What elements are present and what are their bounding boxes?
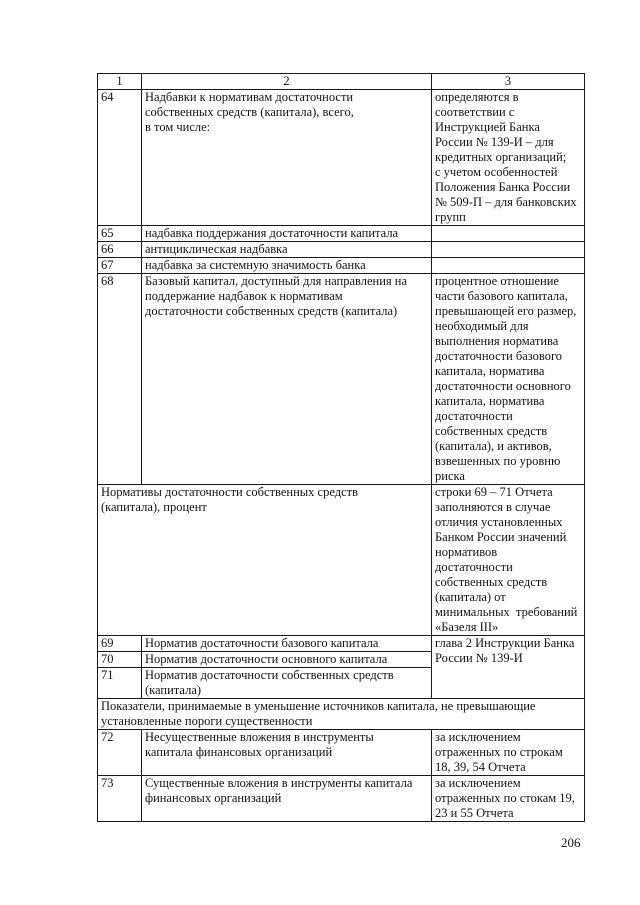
row-number: 68 [98, 274, 142, 485]
page-number: 206 [561, 835, 581, 850]
capital-indicators-table [97, 73, 585, 822]
row-indicator: Норматив достаточности основного капитала [142, 652, 432, 668]
thresholds-section-row [98, 699, 585, 730]
row-number: 65 [98, 226, 142, 242]
row-indicator: надбавка поддержания достаточности капитала [142, 226, 432, 242]
row-number: 70 [98, 652, 142, 668]
row-note: процентное отношение части базового капитала, превышающей его размер, необходимый для выполнения норматива достаточности базового капитала, норматива достаточности основного капитала, норматива достаточности собственных средств (капитала), и активов, взвешенных по уровню риска [432, 274, 585, 485]
row-number: 73 [98, 776, 142, 822]
table-row-72 [98, 730, 585, 776]
row-indicator: надбавка за системную значимость банка [142, 258, 432, 274]
row-note: за исключением отраженных по строкам 18, 39, 54 Отчета [432, 730, 585, 776]
ratios-section-title: Нормативы достаточности собственных средств (капитала), процент [98, 485, 432, 636]
row-number: 71 [98, 668, 142, 699]
row-note: за исключением отраженных по стокам 19, 23 и 55 Отчета [432, 776, 585, 822]
header-col-2: 2 [142, 74, 432, 90]
row-note-empty [432, 226, 585, 242]
row-number: 66 [98, 242, 142, 258]
header-col-3: 3 [432, 74, 585, 90]
row-indicator: Норматив достаточности собственных средств (капитала) [142, 668, 432, 699]
ratios-note: глава 2 Инструкции Банка России № 139-И [432, 636, 585, 699]
thresholds-section-title: Показатели, принимаемые в уменьшение источников капитала, не превышающие установленные пороги существенности [98, 699, 585, 730]
row-indicator: антициклическая надбавка [142, 242, 432, 258]
row-note-empty [432, 242, 585, 258]
table-header-row [98, 74, 585, 90]
row-indicator: Несущественные вложения в инструменты капитала финансовых организаций [142, 730, 432, 776]
table-row-73 [98, 776, 585, 822]
ratios-section-note: строки 69 – 71 Отчета заполняются в случае отличия установленных Банком России значений нормативов достаточности собственных средств (капитала) от минимальных требований «Базеля III» [432, 485, 585, 636]
row-indicator: Базовый капитал, доступный для направления на поддержание надбавок к нормативам достаточности собственных средств (капитала) [142, 274, 432, 485]
row-indicator: Существенные вложения в инструменты капитала финансовых организаций [142, 776, 432, 822]
row-indicator: Надбавки к нормативам достаточности собственных средств (капитала), всего, в том числе: [142, 90, 432, 226]
table-row-65 [98, 226, 585, 242]
table-row-66 [98, 242, 585, 258]
table-row-69 [98, 636, 585, 652]
row-number: 69 [98, 636, 142, 652]
header-col-1: 1 [98, 74, 142, 90]
row-number: 72 [98, 730, 142, 776]
ratios-section-row [98, 485, 585, 636]
row-number: 64 [98, 90, 142, 226]
table-row-67 [98, 258, 585, 274]
row-note-empty [432, 258, 585, 274]
row-note: определяются в соответствии с Инструкцией Банка России № 139-И – для кредитных организаций; с учетом особенностей Положения Банка России № 509-П – для банковских групп [432, 90, 585, 226]
row-indicator: Норматив достаточности базового капитала [142, 636, 432, 652]
row-number: 67 [98, 258, 142, 274]
table-row-64 [98, 90, 585, 226]
table-row-68 [98, 274, 585, 485]
